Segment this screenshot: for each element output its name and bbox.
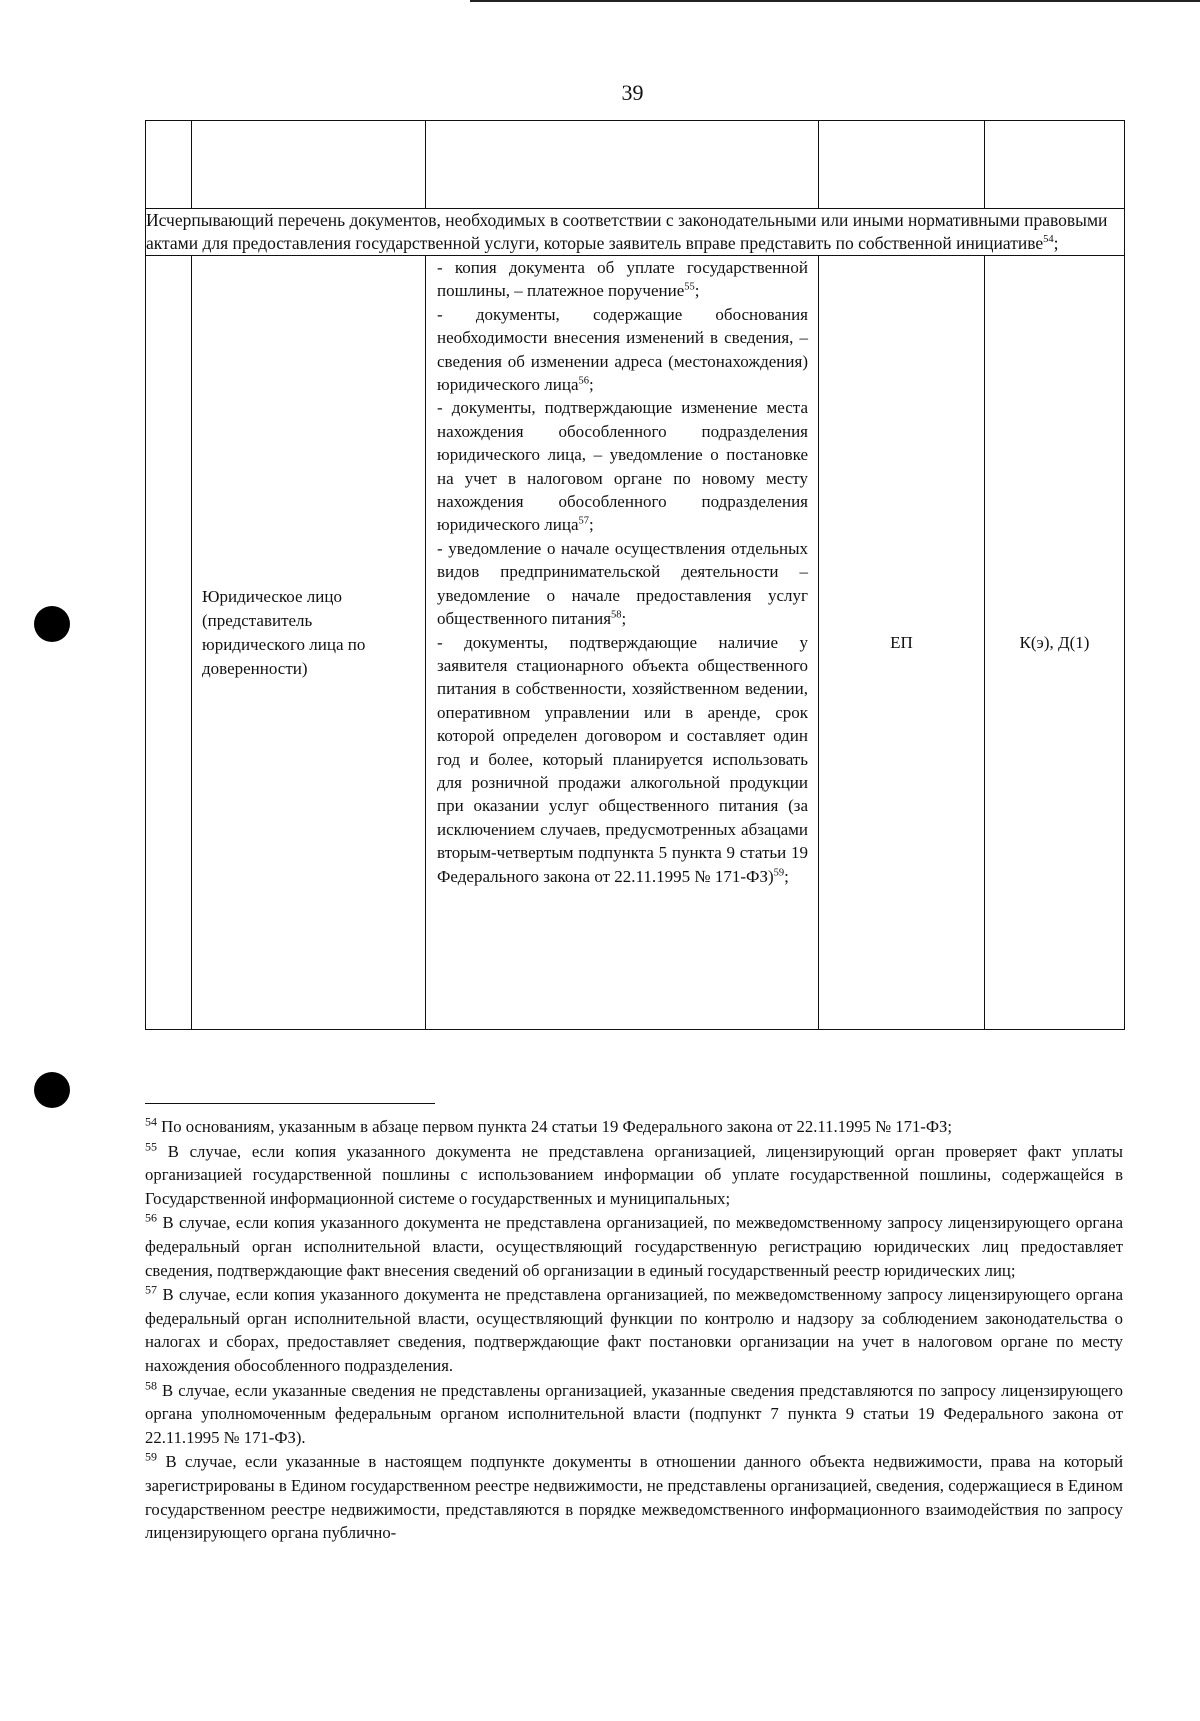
submission-code: ЕП: [819, 256, 985, 1030]
footnote-separator: [145, 1103, 435, 1104]
section-heading: Исчерпывающий перечень документов, необходимых в соответствии с законодательными или иными нормативными правовыми актами для предоставления государственной услуги, которые заявитель вправе представить по собственной инициативе$^{54}$;: [146, 209, 1125, 256]
footnote: $^{56}$ В случае, если копия указанного документа не представлена организацией, по межведомственному запросу лицензирующего органа федеральный орган исполнительной власти, осуществляющий государственную регистрацию юридических лиц предоставляет сведения, подтверждающие факт внесения сведений об организации в единый государственный реестр юридических лиц;: [145, 1210, 1124, 1280]
footnote: $^{59}$ В случае, если указанные в настоящем подпункте документы в отношении данного объекта недвижимости, права на который зарегистрированы в Едином государственном реестре недвижимости, не представлены организацией, сведения, содержащиеся в Едином государственном реестре недвижимости, представляются в порядке межведомственного информационного взаимодействия по запросу лицензирующего органа публично-: [145, 1449, 1123, 1543]
document-item: - документы, подтверждающие наличие у заявителя стационарного объекта общественного питания в собственности, хозяйственном ведении, оперативном управлении или в аренде, срок которой определен договором и составляет один год и более, который планируется использовать для розничной продажи алкогольной продукции при оказании услуг общественного питания (за исключением случаев, предусмотренных абзацами вторым-четвертым подпункта 5 пункта 9 статьи 19 Федерального закона от 22.11.1995 № 171-ФЗ)$^{59}$;: [437, 632, 808, 886]
table-cell: [192, 121, 426, 209]
document-item: - документы, содержащие обоснования необходимости внесения изменений в сведения, – сведения об изменении адреса (местонахождения) юридического лица$^{56}$;: [437, 304, 808, 395]
footnotes: [145, 1115, 1123, 1546]
footnote: $^{58}$ В случае, если указанные сведения не представлены организацией, указанные сведения представляются по запросу лицензирующего органа уполномоченным федеральным органом исполнительной власти (подпункт 7 пункта 9 статьи 19 Федерального закона от 22.11.1995 № 171-ФЗ).: [145, 1377, 1124, 1447]
documents-table: [145, 120, 1125, 1030]
page-number: 39: [621, 80, 644, 105]
table-row-applicant: [146, 256, 1125, 1030]
applicant-category: Юридическое лицо (представитель юридического лица по доверенности): [192, 256, 426, 1030]
document-item: - документы, подтверждающие изменение места нахождения обособленного подразделения юридического лица, – уведомление о постановке на учет в налоговом органе по новому месту нахождения обособленного подразделения юридического лица$^{57}$;: [437, 398, 808, 535]
footnote: $^{54}$ По основаниям, указанным в абзаце первом пункта 24 статьи 19 Федерального закона от 22.11.1995 № 171-ФЗ;: [145, 1114, 953, 1136]
footnote: $^{57}$ В случае, если копия указанного документа не представлена организацией, по межведомственному запросу лицензирующего органа федеральный орган исполнительной власти, осуществляющий функции по контролю и надзору за соблюдением законодательства о налогах и сборах, предоставляет сведения, подтверждающие факт постановки организации на учет в налоговом органе по месту нахождения обособленного подразделения.: [145, 1282, 1124, 1375]
punch-hole-mark: [34, 1072, 70, 1108]
table-row-empty: [146, 121, 1125, 209]
documents-list: [426, 256, 819, 1030]
table-cell: [426, 121, 819, 209]
punch-hole-mark: [34, 606, 70, 642]
document-form: К(э), Д(1): [985, 256, 1125, 1030]
document-item: - копия документа об уплате государственной пошлины, – платежное поручение$^{55}$;: [437, 258, 808, 301]
table-row-section-heading: [146, 209, 1125, 256]
table-cell: [146, 121, 192, 209]
document-item: - уведомление о начале осуществления отдельных видов предпринимательской деятельности – уведомление о начале предоставления услуг общественного питания$^{58}$;: [437, 538, 808, 629]
footnote: $^{55}$ В случае, если копия указанного документа не представлена организацией, лицензирующий орган проверяет факт уплаты организацией государственной пошлины с использованием информации об уплате государственной пошлины, содержащейся в Государственной информационной системе о государственных и муниципальных;: [145, 1139, 1123, 1208]
top-edge-rule: [470, 0, 1200, 2]
table-cell: [819, 121, 985, 209]
table-cell: [985, 121, 1125, 209]
table-cell-number: [146, 256, 192, 1030]
